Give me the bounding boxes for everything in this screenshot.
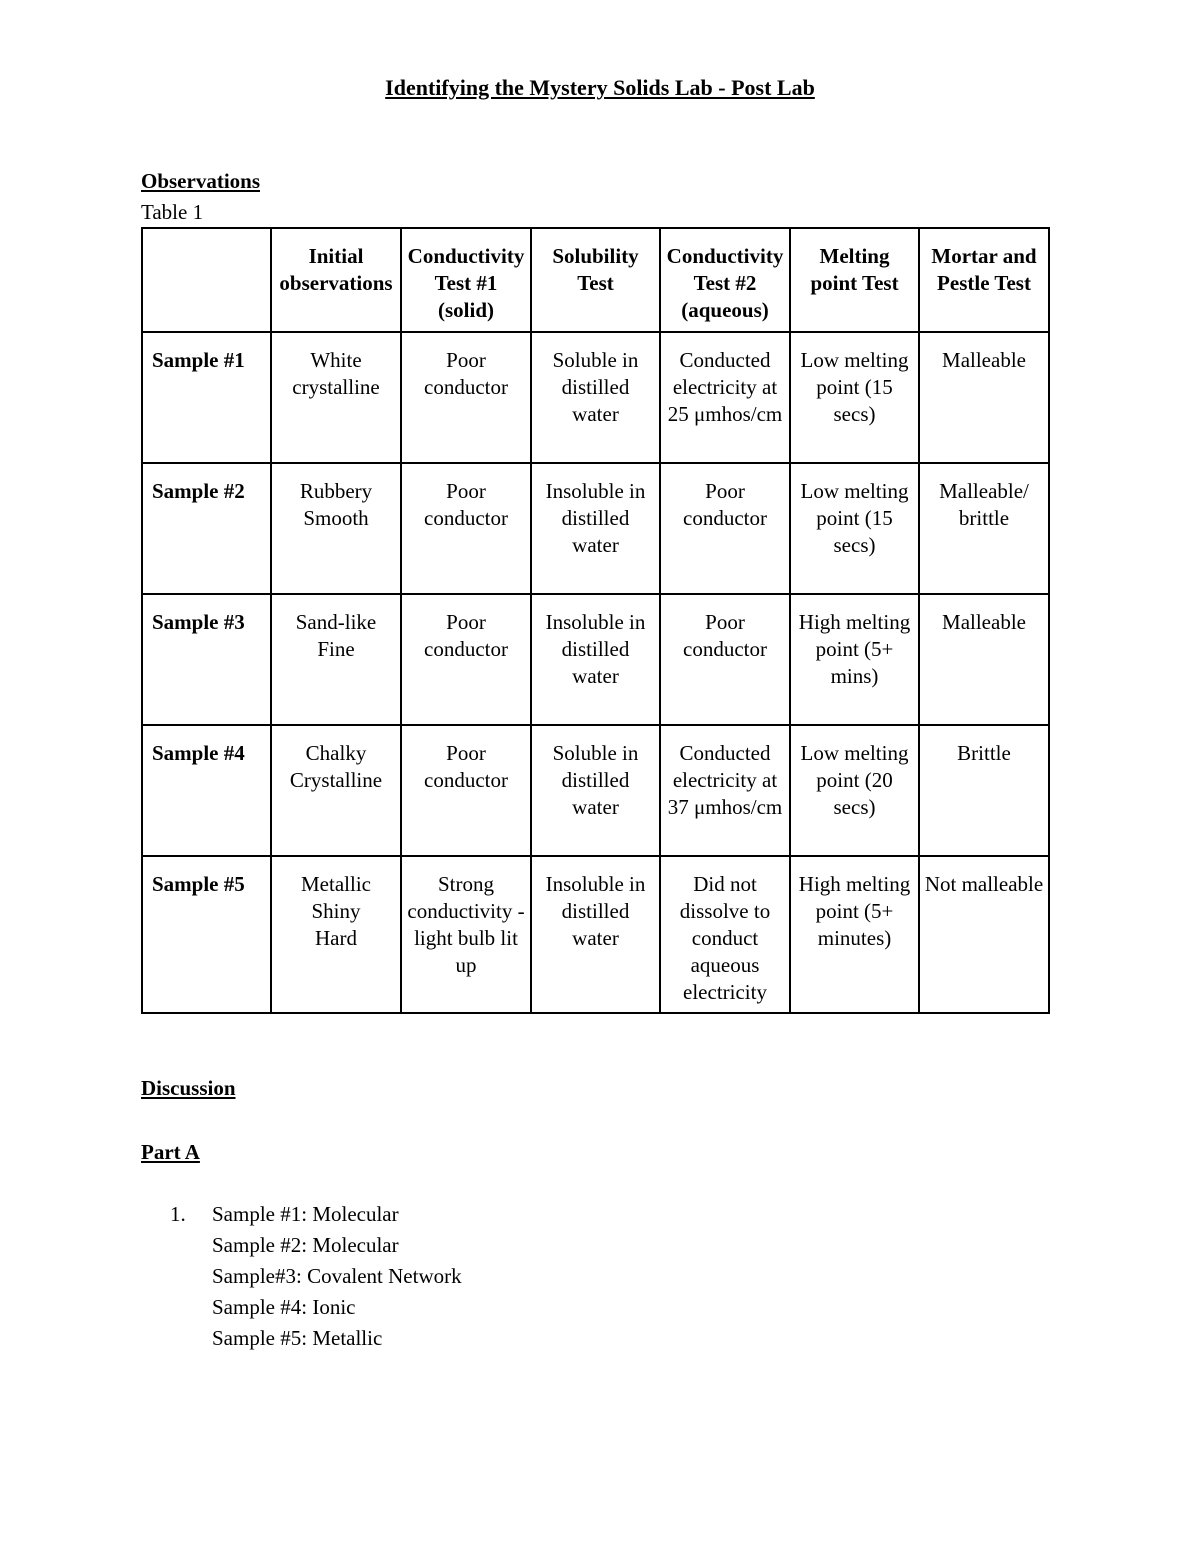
list-item: Sample#3: Covalent Network — [212, 1264, 462, 1288]
header-cell-solubility-test: Solubility Test — [531, 228, 660, 332]
header-cell-mortar-pestle-test: Mortar and Pestle Test — [919, 228, 1049, 332]
table-row — [142, 594, 1049, 725]
table-cell: Poor conductor — [401, 332, 531, 463]
row-label: Sample #4 — [142, 725, 271, 856]
table-cell: Insoluble in distilled water — [531, 856, 660, 1013]
table-cell: Malleable/ brittle — [919, 463, 1049, 594]
table-cell: Sand-like Fine — [271, 594, 401, 725]
table-cell: Low melting point (20 secs) — [790, 725, 919, 856]
list-item: Sample #2: Molecular — [212, 1233, 399, 1257]
table-cell: Insoluble in distilled water — [531, 463, 660, 594]
table-cell: Brittle — [919, 725, 1049, 856]
part-a-heading: Part A — [141, 1140, 200, 1164]
document-title: Identifying the Mystery Solids Lab - Post Lab — [385, 75, 815, 100]
table-cell: White crystalline — [271, 332, 401, 463]
header-cell-empty — [142, 228, 271, 332]
table-cell: Chalky Crystalline — [271, 725, 401, 856]
list-item-number: 1. — [170, 1202, 186, 1226]
observations-heading: Observations — [141, 169, 261, 193]
table-cell: Strong conductivity - light bulb lit up — [401, 856, 531, 1013]
row-label: Sample #3 — [142, 594, 271, 725]
table-cell: Soluble in distilled water — [531, 725, 660, 856]
table-header-row — [142, 228, 1049, 332]
table-row — [142, 332, 1049, 463]
header-cell-conductivity-test-2: Conductivity Test #2 (aqueous) — [660, 228, 790, 332]
table-row — [142, 856, 1049, 1013]
list-item: Sample #1: Molecular — [212, 1202, 399, 1226]
header-cell-conductivity-test-1: Conductivity Test #1 (solid) — [401, 228, 531, 332]
list-item: Sample #5: Metallic — [212, 1326, 383, 1350]
table-cell: Malleable — [919, 332, 1049, 463]
table-cell: Conducted electricity at 25 μmhos/cm — [660, 332, 790, 463]
table-cell: Low melting point (15 secs) — [790, 332, 919, 463]
table-cell: Not malleable — [919, 856, 1049, 1013]
table-cell: Did not dissolve to conduct aqueous electricity — [660, 856, 790, 1013]
table-cell: Metallic Shiny Hard — [271, 856, 401, 1013]
table-cell: Poor conductor — [660, 594, 790, 725]
table-cell: Malleable — [919, 594, 1049, 725]
row-label: Sample #5 — [142, 856, 271, 1013]
table-cell: High melting point (5+ minutes) — [790, 856, 919, 1013]
table-cell: Rubbery Smooth — [271, 463, 401, 594]
table-cell: Insoluble in distilled water — [531, 594, 660, 725]
table-cell: Poor conductor — [660, 463, 790, 594]
table-caption: Table 1 — [141, 200, 204, 224]
observations-table — [141, 227, 1050, 1014]
row-label: Sample #2 — [142, 463, 271, 594]
row-label: Sample #1 — [142, 332, 271, 463]
table-row — [142, 463, 1049, 594]
list-item: Sample #4: Ionic — [212, 1295, 356, 1319]
table-cell: Low melting point (15 secs) — [790, 463, 919, 594]
answer-lines — [212, 1199, 462, 1354]
header-cell-initial-observations: Initial observations — [271, 228, 401, 332]
table-cell: High melting point (5+ mins) — [790, 594, 919, 725]
discussion-heading: Discussion — [141, 1076, 236, 1100]
table-cell: Poor conductor — [401, 725, 531, 856]
header-cell-melting-point-test: Melting point Test — [790, 228, 919, 332]
table-cell: Poor conductor — [401, 594, 531, 725]
table-cell: Poor conductor — [401, 463, 531, 594]
table-row — [142, 725, 1049, 856]
table-cell: Conducted electricity at 37 μmhos/cm — [660, 725, 790, 856]
table-cell: Soluble in distilled water — [531, 332, 660, 463]
